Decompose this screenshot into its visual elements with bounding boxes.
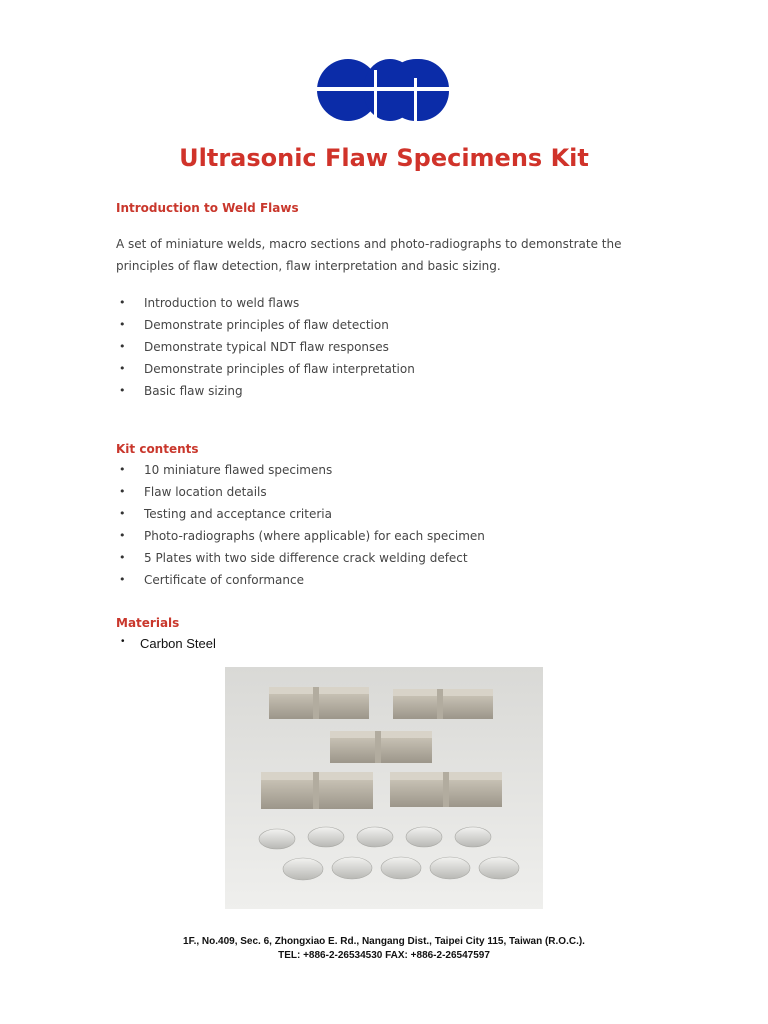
bullet-icon: • <box>119 296 126 309</box>
bullet-icon: • <box>119 318 126 331</box>
list-item-text: 5 Plates with two side difference crack welding defect <box>144 551 468 565</box>
footer-address: 1F., No.409, Sec. 6, Zhongxiao E. Rd., Nangang Dist., Taipei City 115, Taiwan (R.O.C.). <box>183 936 585 947</box>
bullet-icon: • <box>119 573 126 586</box>
plate-specimen <box>390 772 502 807</box>
bullet-icon: • <box>119 507 126 520</box>
bullet-icon: • <box>119 529 126 542</box>
sm-logo-icon <box>316 58 450 122</box>
list-item-text: Flaw location details <box>144 485 267 499</box>
list-item <box>116 292 415 314</box>
list-item <box>116 503 485 525</box>
list-item-text: Carbon Steel <box>140 636 216 651</box>
plate-specimen <box>261 772 373 809</box>
list-item <box>116 380 415 402</box>
kit-contents-heading: Kit contents <box>116 442 199 456</box>
kit-bullet-list <box>116 459 485 591</box>
list-item-text: Testing and acceptance criteria <box>144 507 332 521</box>
bullet-icon: • <box>119 485 126 498</box>
list-item <box>116 336 415 358</box>
list-item-text: Demonstrate principles of flaw detection <box>144 318 389 332</box>
list-item <box>116 459 485 481</box>
list-item-text: Demonstrate principles of flaw interpretation <box>144 362 415 376</box>
plate-specimen <box>269 687 369 719</box>
page-title: Ultrasonic Flaw Specimens Kit <box>179 144 589 172</box>
list-item-text: Photo-radiographs (where applicable) for each specimen <box>144 529 485 543</box>
footer-contact: TEL: +886-2-26534530 FAX: +886-2-26547597 <box>278 950 490 961</box>
list-item-text: 10 miniature flawed specimens <box>144 463 333 477</box>
list-item-text: Certificate of conformance <box>144 573 304 587</box>
intro-paragraph-line: principles of flaw detection, flaw interpretation and basic sizing. <box>116 259 501 273</box>
list-item <box>116 569 485 591</box>
bullet-icon: • <box>119 384 126 397</box>
bullet-icon: • <box>119 362 126 375</box>
bullet-icon: • <box>119 463 126 476</box>
list-item-text: Basic flaw sizing <box>144 384 243 398</box>
intro-paragraph-line: A set of miniature welds, macro sections and photo-radiographs to demonstrate the <box>116 237 622 251</box>
list-item <box>116 358 415 380</box>
intro-heading: Introduction to Weld Flaws <box>116 201 299 215</box>
list-item-text: Introduction to weld flaws <box>144 296 300 310</box>
intro-paragraph <box>116 233 656 277</box>
plate-specimen <box>393 689 493 719</box>
bullet-icon: • <box>119 340 126 353</box>
intro-bullet-list <box>116 292 415 402</box>
list-item <box>116 314 415 336</box>
list-item <box>116 481 485 503</box>
list-item <box>116 525 485 547</box>
bullet-icon: • <box>121 636 125 647</box>
materials-heading: Materials <box>116 616 180 630</box>
bullet-icon: • <box>119 551 126 564</box>
list-item <box>116 547 485 569</box>
list-item-text: Demonstrate typical NDT flaw responses <box>144 340 389 354</box>
specimens-kit-photo <box>225 667 543 909</box>
plate-specimen <box>330 731 432 763</box>
